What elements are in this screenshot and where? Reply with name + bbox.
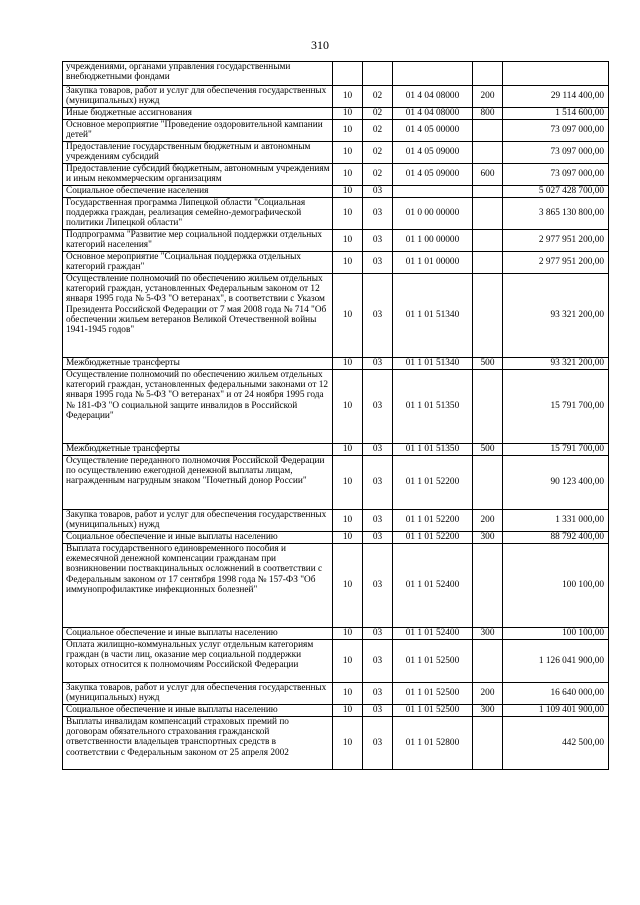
- row-subsection: 03: [363, 370, 393, 444]
- row-name: Оплата жилищно-коммунальных услуг отдельным категориям граждан (в части лиц, оказание мер социальной поддержки которых относится к полномочиям Российской Федерации: [63, 640, 333, 683]
- row-section: 10: [333, 544, 363, 628]
- row-target-article: 01 4 04 08000: [393, 86, 473, 108]
- row-section: 10: [333, 510, 363, 532]
- row-section: 10: [333, 532, 363, 544]
- row-name: Предоставление субсидий бюджетным, автономным учреждениям и иным некоммерческим организациям: [63, 164, 333, 186]
- row-section: 10: [333, 164, 363, 186]
- row-target-article: 01 1 01 52500: [393, 683, 473, 705]
- row-subsection: 03: [363, 640, 393, 683]
- row-target-article: 01 4 05 00000: [393, 120, 473, 142]
- page-number: 310: [311, 38, 329, 52]
- row-target-article: 01 1 01 52400: [393, 544, 473, 628]
- row-name: Межбюджетные трансферты: [63, 444, 333, 456]
- row-subsection: 03: [363, 274, 393, 358]
- row-target-article: 01 1 01 52400: [393, 628, 473, 640]
- row-name: Предоставление государственным бюджетным и автономным учреждениям субсидий: [63, 142, 333, 164]
- row-sum: 2 977 951 200,00: [503, 230, 609, 252]
- table-row: [63, 164, 609, 186]
- row-expense-type: [473, 717, 503, 770]
- row-section: [333, 62, 363, 86]
- row-target-article: 01 1 01 52800: [393, 717, 473, 770]
- row-target-article: 01 1 01 52500: [393, 640, 473, 683]
- row-sum: 3 865 130 800,00: [503, 198, 609, 230]
- row-name: Осуществление полномочий по обеспечению жильем отдельных категорий граждан, установленных Федеральным законом от 12 января 1995 года № 5-ФЗ "О ветеранах", в соответствии с Указом Президента Российской Федерации от 7 мая 2008 года № 714 "Об обеспечении жильем ветеранов Великой Отечественной войны 1941-1945 годов": [63, 274, 333, 358]
- row-target-article: 01 1 01 52200: [393, 510, 473, 532]
- row-section: 10: [333, 444, 363, 456]
- row-expense-type: [473, 252, 503, 274]
- table-row: [63, 444, 609, 456]
- row-target-article: 01 1 01 51340: [393, 274, 473, 358]
- row-subsection: 02: [363, 164, 393, 186]
- row-sum: 442 500,00: [503, 717, 609, 770]
- row-name: Закупка товаров, работ и услуг для обеспечения государственных (муниципальных) нужд: [63, 683, 333, 705]
- row-sum: 73 097 000,00: [503, 164, 609, 186]
- row-name: Межбюджетные трансферты: [63, 358, 333, 370]
- row-target-article: [393, 62, 473, 86]
- row-sum: 100 100,00: [503, 544, 609, 628]
- row-subsection: 03: [363, 510, 393, 532]
- row-section: 10: [333, 705, 363, 717]
- row-sum: 1 331 000,00: [503, 510, 609, 532]
- row-name: Подпрограмма "Развитие мер социальной поддержки отдельных категорий населения": [63, 230, 333, 252]
- row-sum: 2 977 951 200,00: [503, 252, 609, 274]
- row-subsection: 03: [363, 358, 393, 370]
- row-expense-type: [473, 142, 503, 164]
- row-name: Выплаты инвалидам компенсаций страховых премий по договорам обязательного страхования гражданской ответственности владельцев транспортных средств в соответствии с Федеральным законом от 25 апреля 2002: [63, 717, 333, 770]
- row-name: Основное мероприятие "Социальная поддержка отдельных категорий граждан": [63, 252, 333, 274]
- table-row: [63, 186, 609, 198]
- row-subsection: 03: [363, 252, 393, 274]
- table-row: [63, 532, 609, 544]
- row-section: 10: [333, 120, 363, 142]
- row-name: Выплата государственного единовременного пособия и ежемесячной денежной компенсации гражданам при возникновении поствакцинальных осложнений в соответствии с Федеральным законом от 17 сентября 1998 года № 157-ФЗ "Об иммунопрофилактике инфекционных болезней": [63, 544, 333, 628]
- row-expense-type: [473, 230, 503, 252]
- row-subsection: 03: [363, 230, 393, 252]
- row-subsection: 03: [363, 544, 393, 628]
- row-expense-type: 500: [473, 444, 503, 456]
- row-subsection: 03: [363, 186, 393, 198]
- row-name: Социальное обеспечение населения: [63, 186, 333, 198]
- row-sum: 1 126 041 900,00: [503, 640, 609, 683]
- row-subsection: [363, 62, 393, 86]
- row-expense-type: [473, 274, 503, 358]
- table-row: [63, 120, 609, 142]
- row-subsection: 03: [363, 628, 393, 640]
- row-section: 10: [333, 358, 363, 370]
- row-section: 10: [333, 252, 363, 274]
- table-row: [63, 108, 609, 120]
- row-name: Осуществление переданного полномочия Российской Федерации по осуществлению ежегодной денежной выплаты лицам, награжденным нагрудным знаком "Почетный донор России": [63, 456, 333, 510]
- row-sum: 15 791 700,00: [503, 370, 609, 444]
- row-expense-type: [473, 62, 503, 86]
- row-section: 10: [333, 640, 363, 683]
- table-row: [63, 230, 609, 252]
- row-sum: 1 109 401 900,00: [503, 705, 609, 717]
- row-expense-type: [473, 544, 503, 628]
- row-subsection: 03: [363, 198, 393, 230]
- row-target-article: 01 1 00 00000: [393, 230, 473, 252]
- row-name: Социальное обеспечение и иные выплаты населению: [63, 532, 333, 544]
- row-subsection: 02: [363, 86, 393, 108]
- table-row: [63, 358, 609, 370]
- row-name: Государственная программа Липецкой области "Социальная поддержка граждан, реализация семейно-демографической политики Липецкой области": [63, 198, 333, 230]
- row-name: Социальное обеспечение и иные выплаты населению: [63, 628, 333, 640]
- row-target-article: 01 1 01 51340: [393, 358, 473, 370]
- row-subsection: 02: [363, 142, 393, 164]
- table-row: [63, 717, 609, 770]
- table-row: [63, 198, 609, 230]
- table-row: [63, 628, 609, 640]
- row-subsection: 03: [363, 444, 393, 456]
- row-section: 10: [333, 456, 363, 510]
- table-row: [63, 62, 609, 86]
- row-expense-type: 200: [473, 683, 503, 705]
- row-expense-type: 800: [473, 108, 503, 120]
- row-name: учреждениями, органами управления государственными внебюджетными фондами: [63, 62, 333, 86]
- table-row: [63, 705, 609, 717]
- row-subsection: 03: [363, 705, 393, 717]
- row-expense-type: 300: [473, 628, 503, 640]
- table-row: [63, 683, 609, 705]
- row-section: 10: [333, 628, 363, 640]
- row-sum: 1 514 600,00: [503, 108, 609, 120]
- row-section: 10: [333, 230, 363, 252]
- row-target-article: 01 1 01 52200: [393, 532, 473, 544]
- row-name: Закупка товаров, работ и услуг для обеспечения государственных (муниципальных) нужд: [63, 86, 333, 108]
- row-section: 10: [333, 86, 363, 108]
- row-sum: 29 114 400,00: [503, 86, 609, 108]
- table-row: [63, 510, 609, 532]
- row-sum: 100 100,00: [503, 628, 609, 640]
- row-expense-type: [473, 456, 503, 510]
- table-row: [63, 274, 609, 358]
- row-expense-type: 300: [473, 705, 503, 717]
- row-target-article: 01 4 05 09000: [393, 164, 473, 186]
- row-target-article: 01 1 01 52200: [393, 456, 473, 510]
- row-target-article: 01 1 01 51350: [393, 370, 473, 444]
- row-sum: 93 321 200,00: [503, 358, 609, 370]
- table-row: [63, 456, 609, 510]
- row-expense-type: 300: [473, 532, 503, 544]
- table-row: [63, 640, 609, 683]
- row-target-article: 01 1 01 52500: [393, 705, 473, 717]
- table-row: [63, 252, 609, 274]
- row-expense-type: 500: [473, 358, 503, 370]
- row-sum: 90 123 400,00: [503, 456, 609, 510]
- row-section: 10: [333, 198, 363, 230]
- row-section: 10: [333, 370, 363, 444]
- table-body: [63, 62, 609, 770]
- row-sum: 15 791 700,00: [503, 444, 609, 456]
- row-expense-type: [473, 640, 503, 683]
- row-subsection: 03: [363, 532, 393, 544]
- row-section: 10: [333, 683, 363, 705]
- row-subsection: 03: [363, 717, 393, 770]
- row-expense-type: [473, 120, 503, 142]
- row-section: 10: [333, 108, 363, 120]
- row-name: Основное мероприятие "Проведение оздоровительной кампании детей": [63, 120, 333, 142]
- row-subsection: 03: [363, 456, 393, 510]
- row-sum: 93 321 200,00: [503, 274, 609, 358]
- row-name: Закупка товаров, работ и услуг для обеспечения государственных (муниципальных) нужд: [63, 510, 333, 532]
- table-row: [63, 544, 609, 628]
- row-subsection: 02: [363, 120, 393, 142]
- row-name: Осуществление полномочий по обеспечению жильем отдельных категорий граждан, установленных федеральными законами от 12 января 1995 года № 5-ФЗ "О ветеранах" и от 24 ноября 1995 года № 181-ФЗ "О социальной защите инвалидов в Российской Федерации": [63, 370, 333, 444]
- row-name: Иные бюджетные ассигнования: [63, 108, 333, 120]
- row-sum: [503, 62, 609, 86]
- row-sum: 88 792 400,00: [503, 532, 609, 544]
- row-sum: 73 097 000,00: [503, 120, 609, 142]
- row-subsection: 03: [363, 683, 393, 705]
- row-section: 10: [333, 274, 363, 358]
- table-row: [63, 142, 609, 164]
- row-sum: 16 640 000,00: [503, 683, 609, 705]
- row-expense-type: 600: [473, 164, 503, 186]
- row-expense-type: [473, 370, 503, 444]
- row-sum: 73 097 000,00: [503, 142, 609, 164]
- row-expense-type: 200: [473, 86, 503, 108]
- row-subsection: 02: [363, 108, 393, 120]
- row-section: 10: [333, 717, 363, 770]
- row-expense-type: [473, 186, 503, 198]
- budget-table: [62, 61, 609, 770]
- row-expense-type: 200: [473, 510, 503, 532]
- table-row: [63, 86, 609, 108]
- row-target-article: 01 1 01 51350: [393, 444, 473, 456]
- row-name: Социальное обеспечение и иные выплаты населению: [63, 705, 333, 717]
- row-target-article: 01 4 05 09000: [393, 142, 473, 164]
- row-target-article: 01 4 04 08000: [393, 108, 473, 120]
- row-target-article: [393, 186, 473, 198]
- row-expense-type: [473, 198, 503, 230]
- row-section: 10: [333, 186, 363, 198]
- table-row: [63, 370, 609, 444]
- row-target-article: 01 0 00 00000: [393, 198, 473, 230]
- row-sum: 5 027 428 700,00: [503, 186, 609, 198]
- row-target-article: 01 1 01 00000: [393, 252, 473, 274]
- row-section: 10: [333, 142, 363, 164]
